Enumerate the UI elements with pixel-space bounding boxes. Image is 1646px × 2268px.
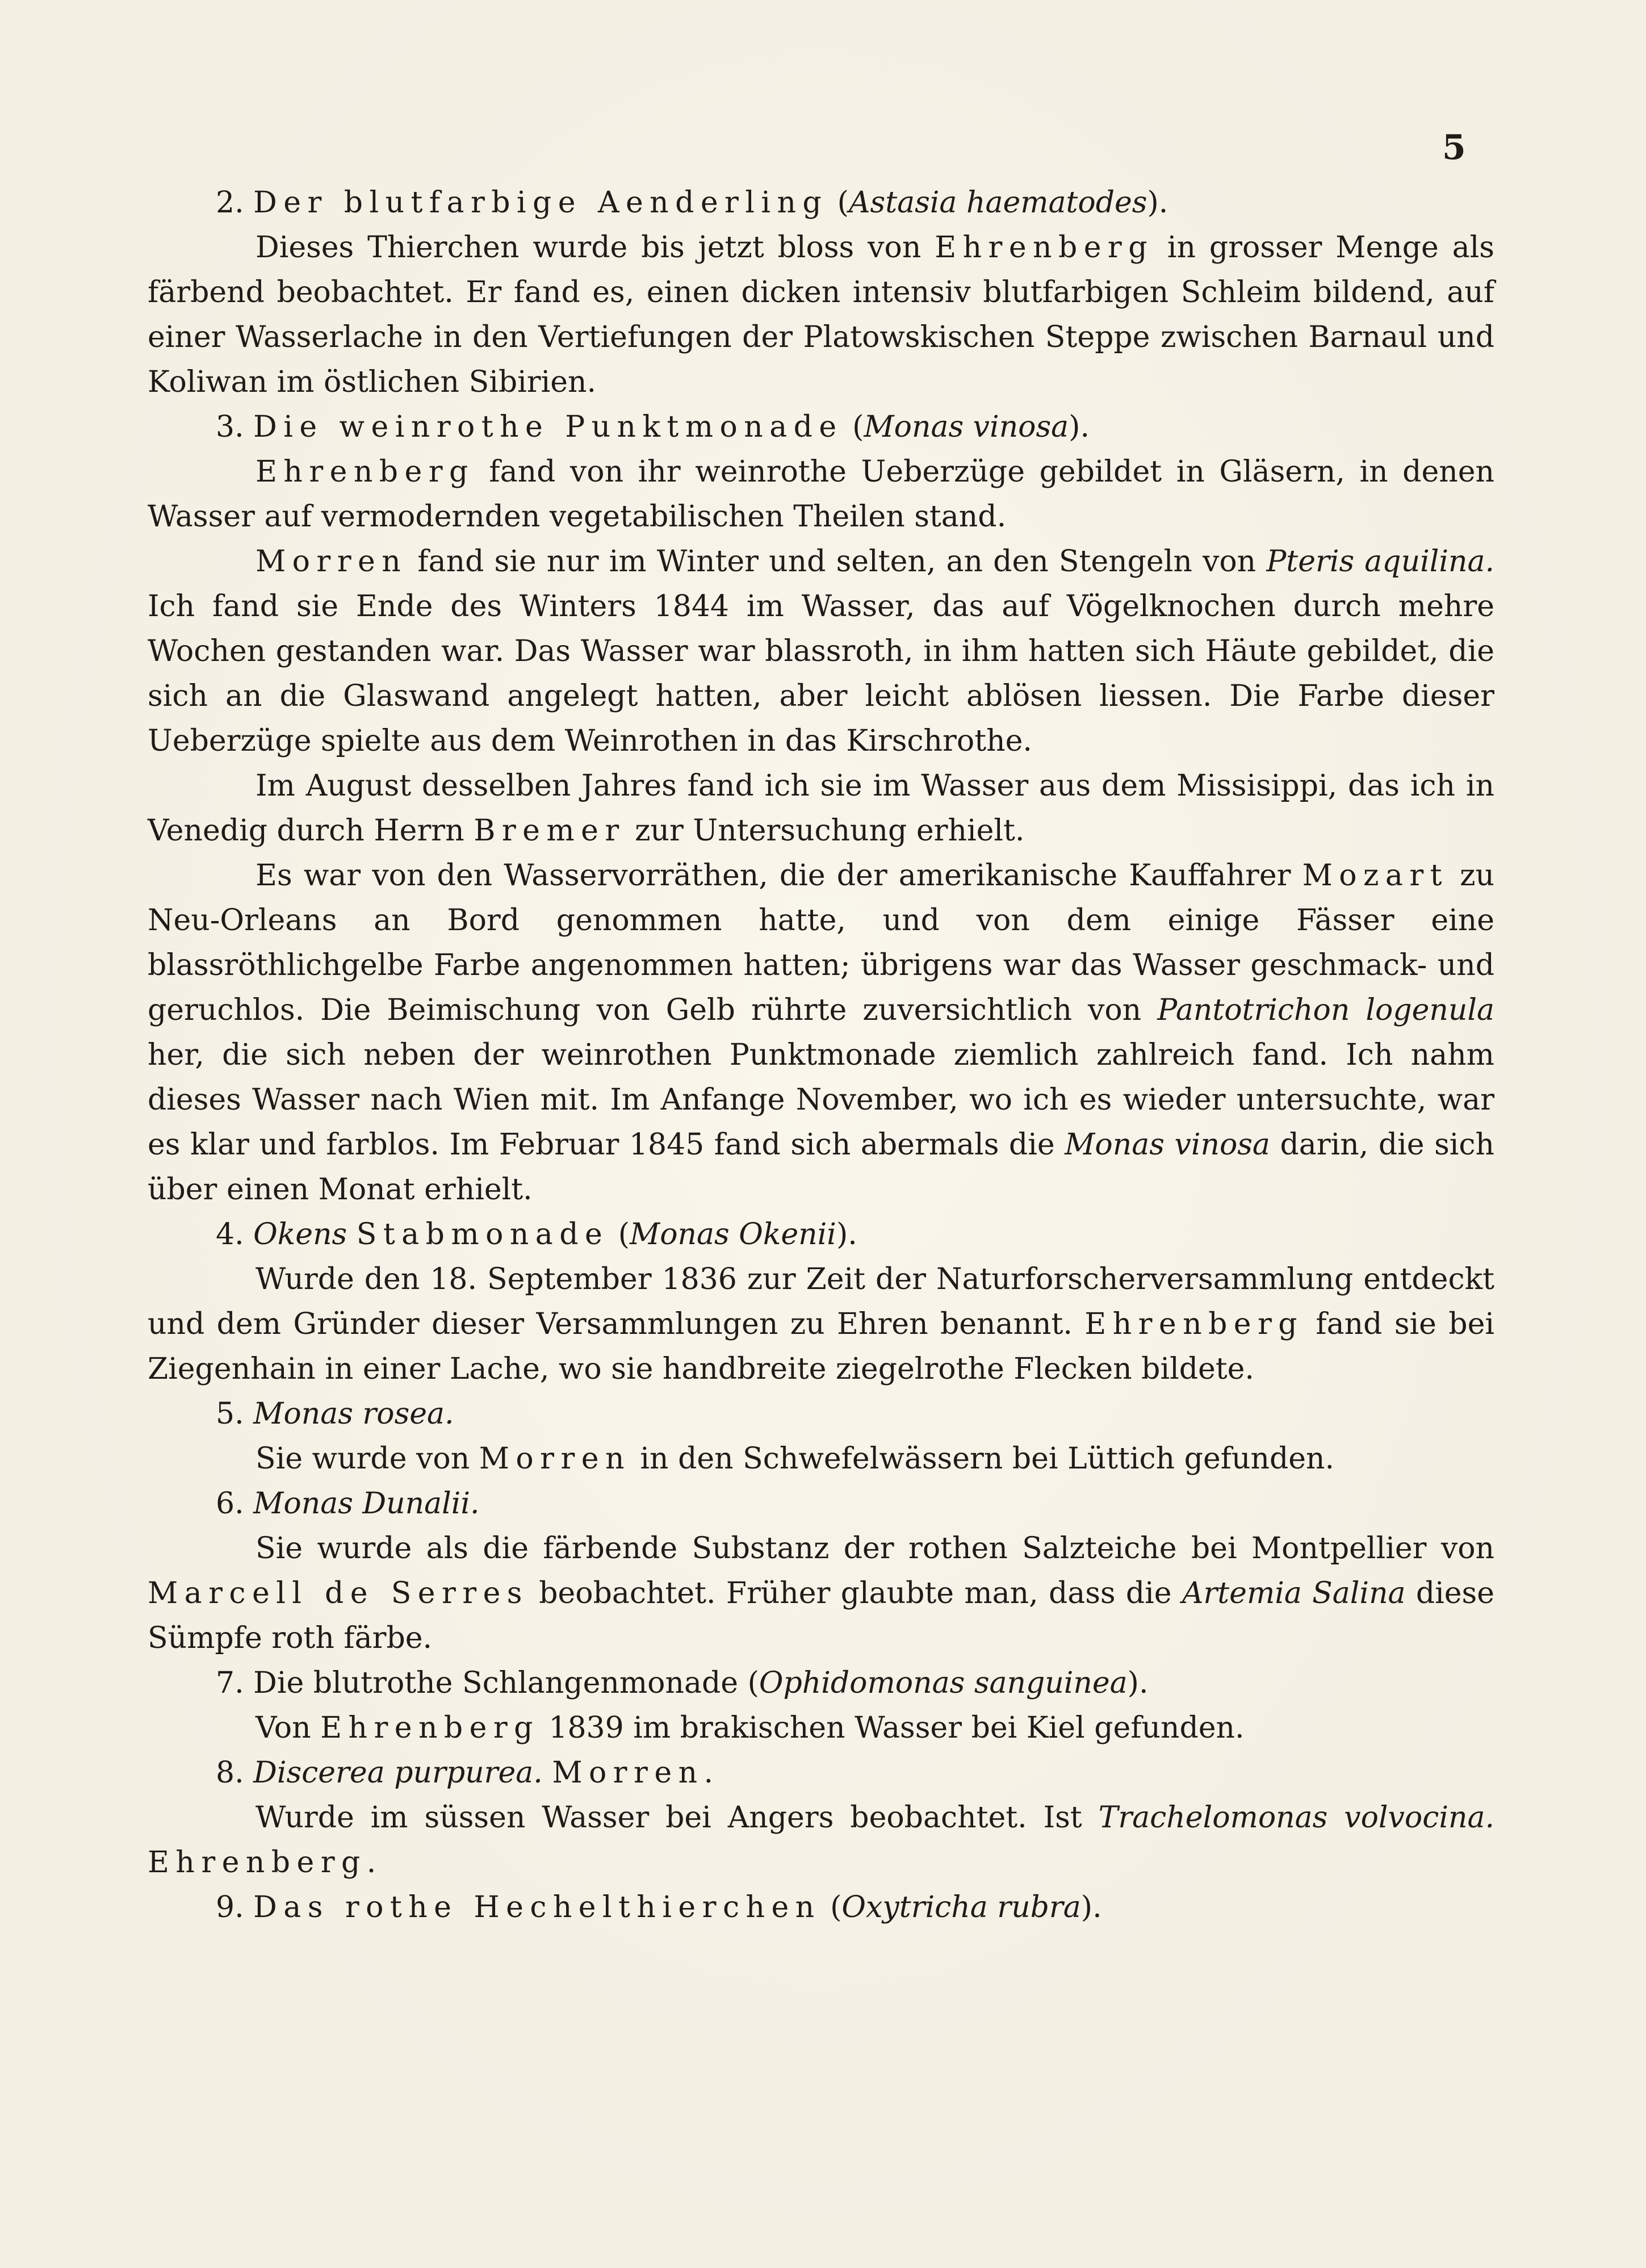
item-number: 8. <box>216 1756 244 1790</box>
scientific-name: Ophidomonas sanguinea <box>759 1666 1128 1700</box>
person-name: Marcell de Serres <box>148 1576 529 1610</box>
text: Ich fand sie Ende des Winters 1844 im Wasser, das auf Vögelknochen durch mehre Wochen gestanden war. Das Wasser war blassroth, in ihm hatten sich Häute gebildet, die sich an die Glaswand angelegt hatten, aber leicht ablösen liessen. Die Farbe dieser Ueberzüge spielte aus dem Weinrothen in das Kirschrothe. <box>148 589 1494 758</box>
paren-close: ). <box>1080 1890 1102 1924</box>
text: fand sie nur im Winter und selten, an den Stengeln von <box>407 545 1267 579</box>
paren-open: ( <box>837 186 849 220</box>
item-number: 9. <box>216 1890 244 1924</box>
scientific-name: Astasia haematodes <box>848 186 1147 220</box>
paren-close: ). <box>1147 186 1168 220</box>
scientific-name: Oxytricha rubra <box>841 1890 1081 1924</box>
paragraph <box>148 225 1494 405</box>
heading-9 <box>216 1885 1494 1930</box>
paragraph <box>148 1706 1494 1751</box>
item-number: 6. <box>216 1487 244 1521</box>
text: fand von ihr weinrothe Ueberzüge gebildet in Gläsern, in denen Wasser auf vermodernden vegetabilischen Theilen stand. <box>148 455 1494 534</box>
person-name: Ehrenberg <box>320 1711 539 1745</box>
common-name-italic: Okens <box>253 1217 347 1252</box>
text: Es war von den Wasservorräthen, die der amerikanische Kauffahrer <box>256 859 1302 893</box>
common-name: Stabmonade <box>356 1217 609 1252</box>
paren-open: ( <box>852 410 864 444</box>
heading-6 <box>216 1482 1494 1526</box>
text: Wurde im süssen Wasser bei Angers beobachtet. Ist <box>256 1801 1099 1835</box>
scientific-name: Pantotrichon logenula <box>1157 993 1494 1027</box>
scientific-name: Monas rosea. <box>253 1397 454 1431</box>
text: zur Untersuchung erhielt. <box>625 814 1025 848</box>
scientific-name: Discerea purpurea. <box>253 1756 543 1790</box>
person-name: Morren <box>256 545 408 579</box>
heading-8 <box>216 1751 1494 1796</box>
paragraph <box>148 450 1494 539</box>
text: Sie wurde von <box>256 1442 479 1476</box>
paragraph <box>148 539 1494 764</box>
text: 1839 im brakischen Wasser bei Kiel gefunden. <box>539 1711 1245 1745</box>
common-name: Das rothe Hechelthierchen <box>253 1890 821 1924</box>
person-name: Ehrenberg <box>256 455 475 489</box>
text: diese Sümpfe roth färbe. <box>148 1576 1494 1655</box>
scientific-name: Trachelomonas volvocina. <box>1098 1801 1494 1835</box>
heading-7 <box>216 1661 1494 1706</box>
person-name: Morren <box>479 1442 631 1476</box>
scientific-name: Artemia Salina <box>1182 1576 1406 1610</box>
item-number: 4. <box>216 1217 244 1252</box>
scientific-name: Monas vinosa <box>864 410 1069 444</box>
text: Dieses Thierchen wurde bis jetzt bloss von <box>256 231 935 265</box>
text: darin, die sich über einen Monat erhielt. <box>148 1128 1495 1207</box>
paragraph <box>148 1796 1494 1885</box>
ship-name: Mozart <box>1302 859 1448 893</box>
paragraph <box>148 1437 1494 1482</box>
person-name: Bremer <box>474 814 626 848</box>
heading-5 <box>216 1392 1494 1437</box>
text: Von <box>256 1711 321 1745</box>
text: beobachtet. Früher glaubte man, dass die <box>528 1576 1182 1610</box>
person-name: Ehrenberg <box>935 231 1154 265</box>
scientific-name: Pteris aquilina. <box>1266 545 1494 579</box>
paren-open: ( <box>618 1217 630 1252</box>
common-name: Die weinrothe Punktmonade <box>253 410 843 444</box>
paren-close: ). <box>836 1217 857 1252</box>
common-name: Die blutrothe Schlangenmonade <box>253 1666 739 1700</box>
paragraph <box>148 764 1494 853</box>
paragraph <box>148 1526 1494 1661</box>
heading-3 <box>216 405 1494 450</box>
text: her, die sich neben der weinrothen Punktmonade ziemlich zahlreich fand. Ich nahm dieses Wasser nach Wien mit. Im Anfange November, wo ich es wieder untersuchte, war es klar und farblos. Im Februar 1845 fand sich abermals die <box>148 1038 1494 1162</box>
common-name: Der blutfarbige Aenderling <box>253 186 828 220</box>
paren-open: ( <box>830 1890 842 1924</box>
text: Im August desselben Jahres fand ich sie im Wasser aus dem Missisippi, das ich in Venedig durch Herrn <box>148 769 1494 848</box>
person-name: Ehrenberg. <box>148 1846 383 1880</box>
text: in den Schwefelwässern bei Lüttich gefunden. <box>630 1442 1335 1476</box>
item-number: 5. <box>216 1397 244 1431</box>
paragraph <box>148 853 1494 1212</box>
item-number: 7. <box>216 1666 244 1700</box>
paren-close: ). <box>1127 1666 1149 1700</box>
person-name: Ehrenberg <box>1084 1307 1304 1341</box>
text: in grosser Menge als färbend beobachtet. Er fand es, einen dicken intensiv blutfarbigen Schleim bildend, auf einer Wasserlache in den Vertiefungen der Platowskischen Steppe zwischen Barnaul und Koliwan im östlichen Sibirien. <box>148 231 1494 399</box>
scientific-name: Monas Dunalii. <box>253 1487 480 1521</box>
scientific-name: Monas Okenii <box>630 1217 836 1252</box>
item-number: 3. <box>216 410 244 444</box>
paren-close: ). <box>1069 410 1090 444</box>
text: Wurde den 18. September 1836 zur Zeit der Naturforscherversammlung entdeckt und dem Gründer dieser Versammlungen zu Ehren benannt. <box>148 1262 1494 1341</box>
heading-2 <box>216 181 1494 225</box>
paren-open: ( <box>747 1666 759 1700</box>
page-body <box>148 181 1494 1930</box>
text: Sie wurde als die färbende Substanz der rothen Salzteiche bei Montpellier von <box>256 1531 1494 1566</box>
heading-4 <box>216 1212 1494 1257</box>
page-number: 5 <box>1442 128 1467 168</box>
text: zu Neu-Orleans an Bord genommen hatte, und von dem einige Fässer eine blassröthlichgelbe Farbe angenommen hatten; übrigens war das Wasser geschmack- und geruchlos. Die Beimischung von Gelb rührte zuversichtlich von <box>148 859 1494 1027</box>
text: fand sie bei Ziegenhain in einer Lache, wo sie handbreite ziegelrothe Flecken bildete. <box>148 1307 1494 1386</box>
item-number: 2. <box>216 186 244 220</box>
scientific-name: Monas vinosa <box>1065 1128 1270 1162</box>
paragraph <box>148 1257 1494 1392</box>
person-name: Morren. <box>552 1756 720 1790</box>
